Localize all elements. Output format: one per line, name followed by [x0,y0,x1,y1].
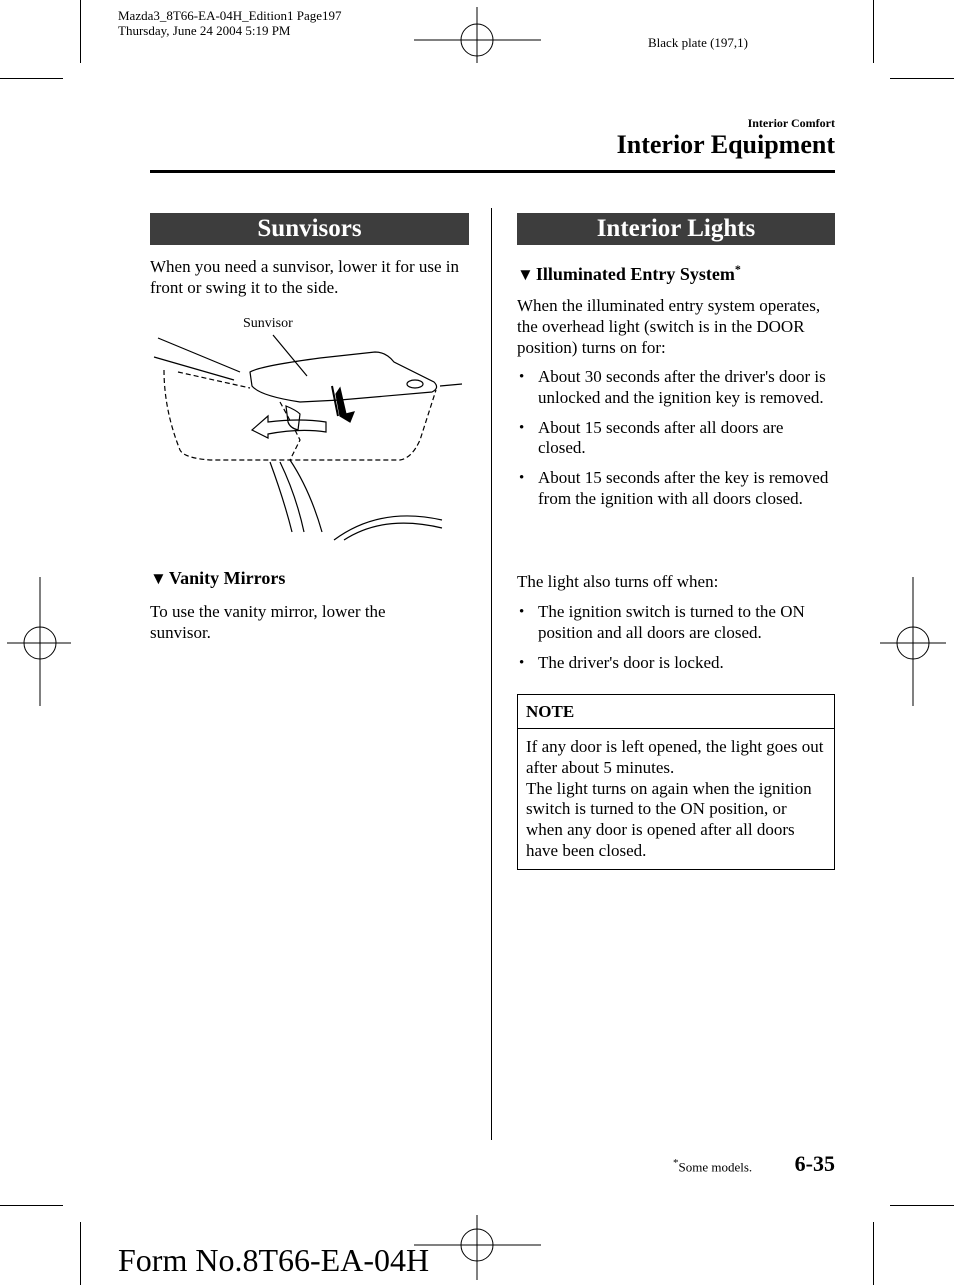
list-item: • The ignition switch is turned to the ON position and all doors are closed. [517,602,835,644]
list-item: • The driver's door is locked. [517,653,835,674]
sunvisor-illustration-icon [150,310,470,542]
illuminated-entry-intro: When the illuminated entry system operates, the overhead light (switch is in the DOOR position) turns on for: [517,296,821,357]
note-line-1: If any door is left opened, the light goes out after about 5 minutes. [526,737,824,777]
sunvisors-banner: Sunvisors [150,213,469,245]
note-line-2: The light turns on again when the ignition switch is turned to the ON position, or when any door is opened after all doors have been closed. [526,778,812,860]
sunvisors-intro: When you need a sunvisor, lower it for use in front or swing it to the side. [150,257,460,297]
print-meta-line1: Mazda3_8T66-EA-04H_Edition1 Page197 [118,8,342,23]
star-marker: * [734,262,741,276]
page-title: Interior Equipment [616,130,835,159]
figure-label-sunvisor: Sunvisor [243,316,293,331]
header-rule [150,170,835,173]
note-body [518,729,834,862]
form-number: Form No.8T66-EA-04H [118,1242,430,1278]
list-item: • About 30 seconds after the driver's door is unlocked and the ignition key is removed. [517,367,835,409]
note-heading: NOTE [518,695,834,729]
list-item: • About 15 seconds after all doors are closed. [517,418,835,460]
sunvisor-figure [150,310,470,542]
plate-label: Black plate (197,1) [648,35,748,50]
print-meta [118,8,341,38]
light-off-intro: The light also turns off when: [517,572,719,591]
star-marker: * [673,1157,679,1169]
triangle-down-icon: ▼ [150,569,167,588]
interior-lights-banner: Interior Lights [517,213,835,245]
footnote [673,1157,752,1175]
note-box [517,694,835,870]
light-on-list [517,367,835,519]
list-item: • About 15 seconds after the key is removed from the ignition with all doors closed. [517,468,835,510]
column-divider [491,208,492,1140]
illuminated-entry-heading [517,262,741,285]
vanity-mirrors-heading [150,568,285,589]
light-off-list [517,602,835,682]
vanity-mirrors-title: Vanity Mirrors [168,568,286,588]
print-meta-line2: Thursday, June 24 2004 5:19 PM [118,23,291,38]
vanity-mirrors-text: To use the vanity mirror, lower the sunvisor. [150,602,386,642]
footnote-text: Some models. [678,1159,753,1175]
section-kicker: Interior Comfort [747,116,835,130]
triangle-down-icon: ▼ [517,265,534,284]
illuminated-entry-title: Illuminated Entry System [535,264,735,284]
page-number: 6-35 [794,1151,835,1176]
